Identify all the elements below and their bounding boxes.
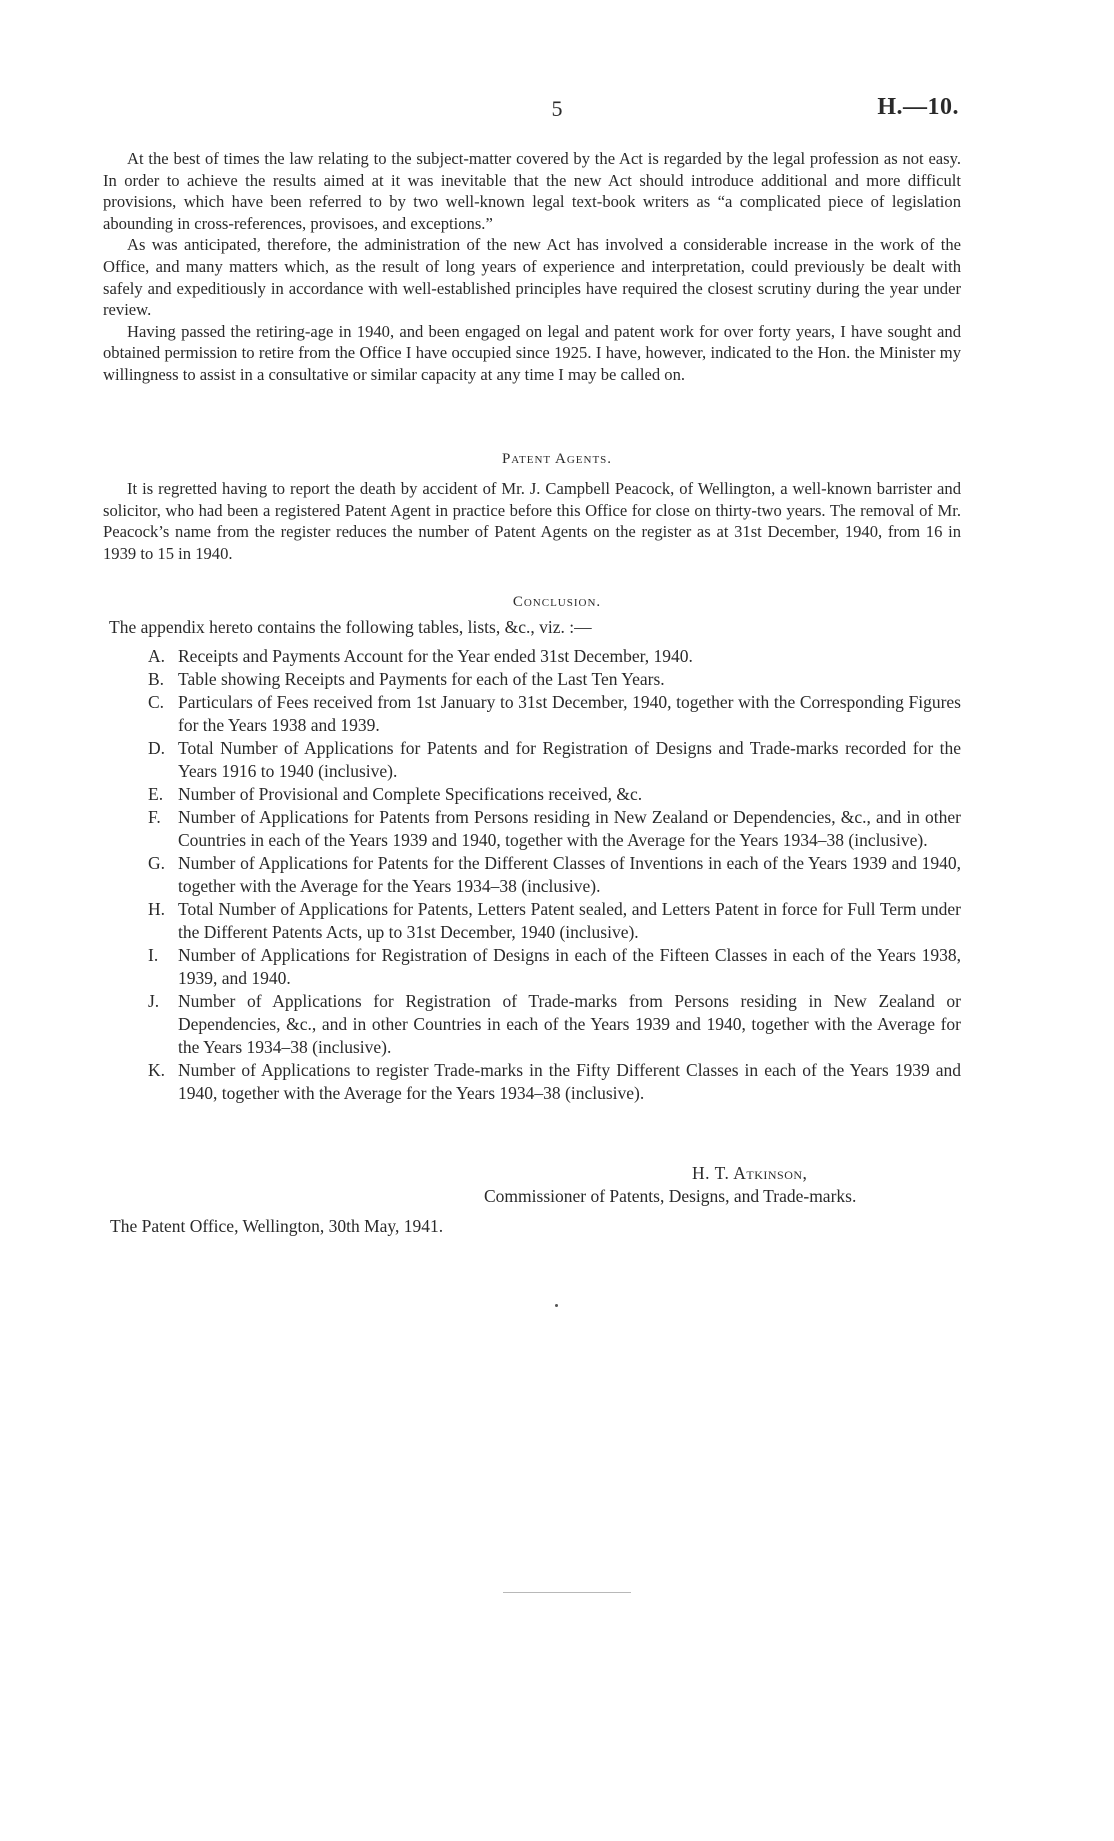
list-letter: A. xyxy=(148,646,166,666)
list-item xyxy=(148,852,961,898)
intro-section xyxy=(103,148,961,386)
paragraph-administration: As was anticipated, therefore, the administration of the new Act has involved a considerable increase in the work of the Office, and many matters which, as the result of long years of experience and interpretation, could previously be dealt with safely and expeditiously in accordance with well-established principles have required the closest scrutiny during the year under review. xyxy=(103,235,961,320)
list-item xyxy=(148,990,961,1059)
list-text: Number of Applications for Patents from Persons residing in New Zealand or Dependencies, &c., and in other Countries in each of the Years 1939 and 1940, together with the Average for the Years 1934–38 (inclusive). xyxy=(178,807,961,850)
list-item xyxy=(148,806,961,852)
list-letter: C. xyxy=(148,692,165,712)
list-item xyxy=(148,783,961,806)
list-text: Table showing Receipts and Payments for each of the Last Ten Years. xyxy=(178,669,665,689)
list-letter: G. xyxy=(148,853,166,873)
signature-name: H. T. Atkinson, xyxy=(692,1163,808,1183)
list-item xyxy=(148,645,961,668)
list-text: Number of Applications to register Trade-marks in the Fifty Different Classes in each of the Years 1939 and 1940, together with the Average for the Years 1934–38 (inclusive). xyxy=(178,1060,961,1103)
stray-mark xyxy=(555,1304,558,1307)
list-letter: K. xyxy=(148,1060,166,1080)
conclusion-intro: The appendix hereto contains the following tables, lists, &c., viz. :— xyxy=(109,617,592,637)
list-text: Number of Provisional and Complete Specifications received, &c. xyxy=(178,784,643,804)
list-letter: E. xyxy=(148,784,164,804)
paragraph-law-difficulty: At the best of times the law relating to the subject-matter covered by the Act is regarded by the legal profession as not easy. In order to achieve the results aimed at it was inevitable that the new Act should introduce additional and more difficult provisions, which have been referred to by two well-known legal text-book writers as “a complicated piece of legislation abounding in cross-references, provisoes, and exceptions.” xyxy=(103,149,961,233)
list-letter: H. xyxy=(148,899,166,919)
list-item xyxy=(148,944,961,990)
list-text: Number of Applications for Registration of Trade-marks from Persons residing in New Zealand or Dependencies, &c., and in other Countries in each of the Years 1939 and 1940, together with the Average for the Years 1934–38 (inclusive). xyxy=(178,991,961,1057)
list-letter: B. xyxy=(148,669,165,689)
document-reference: H.—10. xyxy=(877,94,959,120)
paragraph-retirement: Having passed the retiring-age in 1940, and been engaged on legal and patent work for over forty years, I have sought and obtained permission to retire from the Office I have occupied since 1925. I have, however, indicated to the Hon. the Minister my willingness to assist in a consultative or similar capacity at any time I may be called on. xyxy=(103,321,961,384)
list-item xyxy=(148,668,961,691)
patent-agents-section xyxy=(103,478,961,564)
list-letter: F. xyxy=(148,807,161,827)
appendix-list xyxy=(148,645,961,1105)
list-letter: I. xyxy=(148,945,159,965)
list-text: Number of Applications for Registration of Designs in each of the Fifteen Classes in each of the Years 1938, 1939, and 1940. xyxy=(178,945,961,988)
list-letter: D. xyxy=(148,738,166,758)
place-and-date: The Patent Office, Wellington, 30th May, 1941. xyxy=(110,1216,444,1236)
list-text: Total Number of Applications for Patents, Letters Patent sealed, and Letters Patent in force for Full Term under the Different Patents Acts, up to 31st December, 1940 (inclusive). xyxy=(178,899,961,942)
list-text: Total Number of Applications for Patents and for Registration of Designs and Trade-marks recorded for the Years 1916 to 1940 (inclusive). xyxy=(178,738,961,781)
list-text: Particulars of Fees received from 1st January to 31st December, 1940, together with the Corresponding Figures for the Years 1938 and 1939. xyxy=(178,692,961,735)
conclusion-heading: Conclusion. xyxy=(512,594,602,610)
list-text: Number of Applications for Patents for the Different Classes of Inventions in each of the Years 1939 and 1940, together with the Average for the Years 1934–38 (inclusive). xyxy=(178,853,961,896)
list-text: Receipts and Payments Account for the Year ended 31st December, 1940. xyxy=(178,646,693,666)
list-letter: J. xyxy=(148,991,160,1011)
signature-title: Commissioner of Patents, Designs, and Trade-marks. xyxy=(484,1186,857,1206)
page-number: 5 xyxy=(551,96,563,121)
list-item xyxy=(148,737,961,783)
list-item xyxy=(148,1059,961,1105)
footer-rule xyxy=(503,1592,631,1593)
list-item xyxy=(148,898,961,944)
patent-agents-heading: Patent Agents. xyxy=(501,451,613,467)
paragraph-patent-agents: It is regretted having to report the death by accident of Mr. J. Campbell Peacock, of Wellington, a well-known barrister and solicitor, who had been a registered Patent Agent in practice before this Office for close on thirty-two years. The removal of Mr. Peacock’s name from the register reduces the number of Patent Agents on the register as at 31st December, 1940, from 16 in 1939 to 15 in 1940. xyxy=(103,479,961,563)
list-item xyxy=(148,691,961,737)
